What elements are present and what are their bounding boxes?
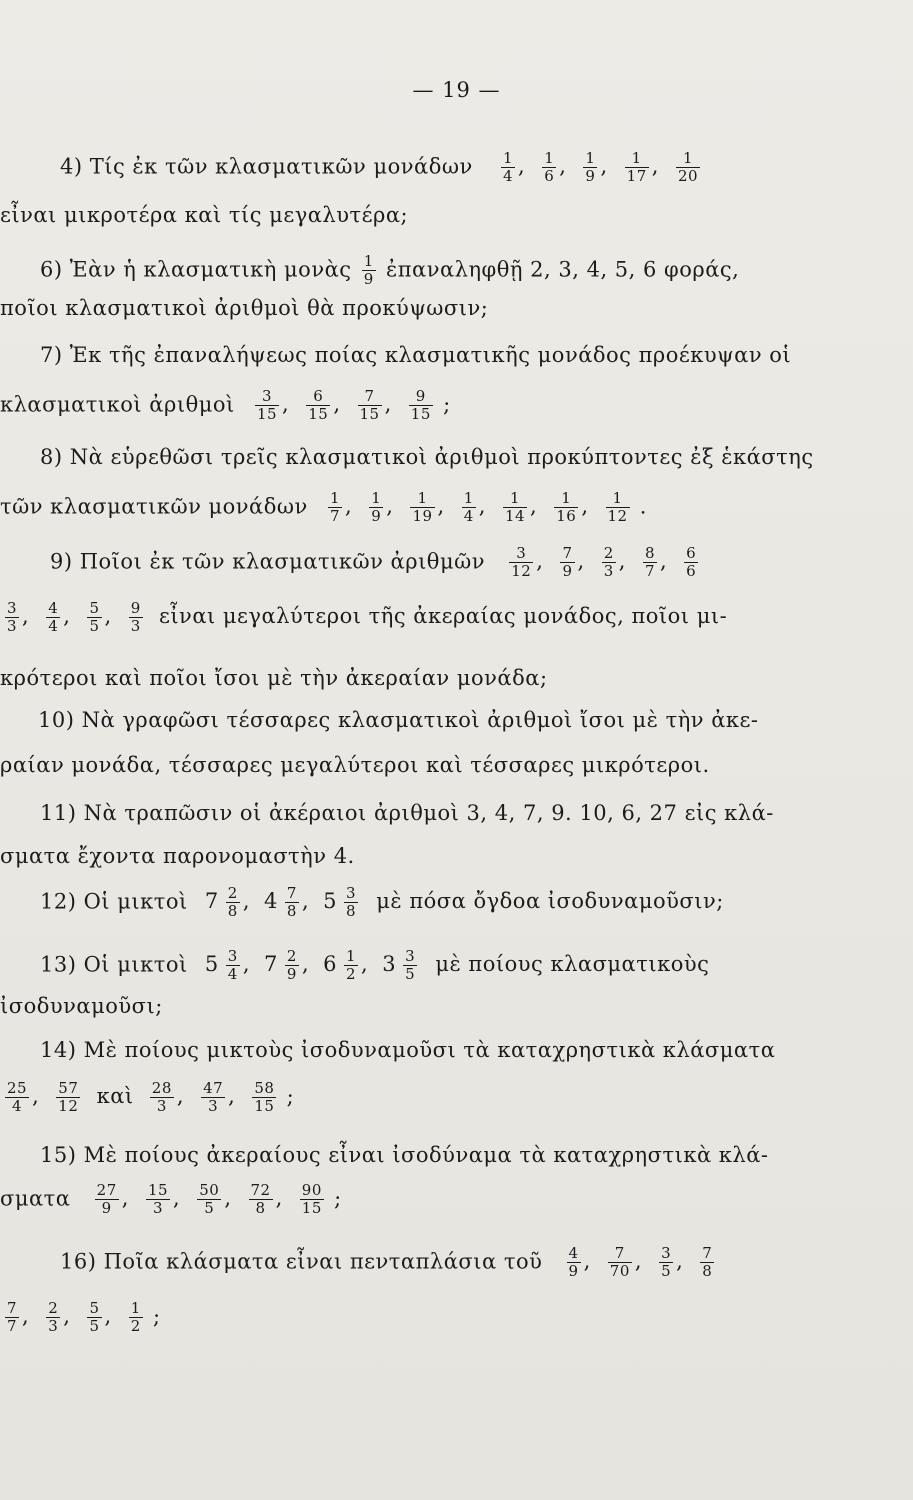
numerator: 3 (7, 599, 18, 617)
comma-separator: , (22, 604, 30, 629)
numerator: 2 (286, 947, 297, 965)
fraction (5, 1080, 29, 1116)
q6-line1 (40, 253, 739, 289)
q13-line1 (40, 948, 709, 984)
denominator: 12 (511, 562, 532, 581)
fraction (5, 600, 19, 636)
numerator: 6 (306, 388, 330, 406)
q15-end: ; (334, 1186, 342, 1211)
denominator: 8 (227, 902, 238, 921)
denominator: 9 (568, 1262, 579, 1281)
numerator: 7 (286, 884, 297, 902)
denominator: 3 (130, 617, 141, 636)
denominator: 3 (156, 1097, 167, 1116)
denominator: 8 (346, 902, 357, 921)
denominator: 3 (7, 617, 18, 636)
numerator: 9 (409, 388, 433, 406)
q9-line3: κρότεροι καὶ ποῖοι ἴσοι μὲ τὴν ἀκεραίαν μονάδα; (0, 666, 548, 690)
numerator: 1 (502, 149, 513, 167)
numerator: 3 (405, 947, 416, 965)
numerator: 47 (203, 1079, 224, 1097)
comma-separator: , (104, 604, 112, 629)
comma-separator: , (242, 889, 251, 914)
fraction (606, 490, 630, 526)
q14-end: ; (286, 1084, 295, 1109)
q13-text-b: μὲ ποίους κλασματικοὺς (435, 952, 710, 977)
denominator: 4 (463, 507, 474, 526)
comma-separator: , (581, 494, 589, 519)
comma-separator: , (224, 1186, 232, 1211)
numerator: 1 (329, 489, 341, 507)
denominator: 5 (204, 1199, 215, 1218)
fraction (560, 545, 574, 581)
numerator: 2 (603, 544, 614, 562)
numerator: 1 (410, 490, 434, 508)
fraction (5, 1300, 19, 1336)
denominator: 7 (329, 507, 341, 526)
fraction (129, 1300, 143, 1336)
q14-line2 (2, 1080, 294, 1116)
q7-fractions (252, 387, 436, 424)
fraction (608, 1245, 632, 1281)
q15-line1: 15) Μὲ ποίους ἀκεραίους εἶναι ἰσοδύναμα τὰ καταχρηστικὰ κλά- (40, 1143, 769, 1167)
numerator: 6 (686, 544, 697, 562)
comma-separator: , (228, 1084, 236, 1109)
q13-line2: ἰσοδυναμοῦσι; (0, 994, 163, 1018)
numerator: 7 (358, 388, 382, 406)
denominator: 20 (677, 167, 699, 186)
denominator: 15 (359, 405, 380, 424)
q14-fractions-1 (2, 1079, 83, 1116)
q9-fractions-2 (2, 599, 146, 636)
fraction (150, 1080, 174, 1116)
comma-separator: , (32, 1084, 40, 1109)
denominator: 17 (626, 167, 647, 186)
denominator: 8 (286, 902, 297, 921)
comma-separator: , (618, 549, 626, 574)
q9-line2 (2, 600, 727, 636)
numerator: 8 (644, 544, 655, 562)
denominator: 6 (686, 562, 697, 581)
q11-line1: 11) Νὰ τραπῶσιν οἱ ἀκέραιοι ἀριθμοὶ 3, 4, 7, 9. 10, 6, 27 εἰς κλά- (40, 801, 774, 825)
q13-text-a: 13) Οἱ μικτοὶ (40, 952, 188, 977)
comma-separator: , (384, 392, 392, 417)
numerator: 1 (544, 149, 555, 167)
comma-separator: , (275, 1186, 283, 1211)
fraction (95, 1182, 119, 1218)
denominator: 4 (48, 617, 59, 636)
numerator: 1 (463, 489, 474, 507)
mixed-fraction (285, 885, 299, 921)
denominator: 9 (101, 1199, 112, 1218)
numerator: 1 (676, 150, 700, 168)
q10-line2: ραίαν μονάδα, τέσσαρες μεγαλύτεροι καὶ τέσσαρες μικρότεροι. (0, 753, 710, 777)
numerator: 1 (371, 489, 382, 507)
q16-text: 16) Ποῖα κλάσματα εἶναι πενταπλάσια τοῦ (60, 1249, 543, 1274)
denominator: 3 (152, 1199, 163, 1218)
mixed-fraction (344, 948, 358, 984)
q4-line1 (60, 150, 703, 186)
comma-separator: , (651, 154, 659, 179)
q13-mixed-numbers (204, 947, 420, 984)
comma-separator: , (577, 549, 585, 574)
numerator: 25 (7, 1079, 28, 1097)
fraction (328, 490, 342, 526)
comma-separator: , (345, 494, 353, 519)
comma-separator: , (536, 549, 544, 574)
numerator: 4 (48, 599, 59, 617)
numerator: 1 (554, 490, 578, 508)
fraction (542, 150, 556, 186)
fraction (554, 490, 578, 526)
denominator: 15 (301, 1199, 322, 1218)
numerator: 50 (199, 1181, 220, 1199)
fraction (602, 545, 616, 581)
denominator: 15 (256, 405, 278, 424)
q9-text-a: 9) Ποῖοι ἐκ τῶν κλασματικῶν ἀριθμῶν (50, 549, 485, 574)
denominator: 2 (346, 965, 357, 984)
q12-line1 (40, 885, 724, 921)
q7-line1: 7) Ἐκ τῆς ἐπαναλήψεως ποίας κλασματικῆς μονάδος προέκυψαν οἱ (40, 343, 792, 367)
comma-separator: , (242, 952, 251, 977)
fraction (87, 1300, 101, 1336)
comma-separator: , (63, 1304, 71, 1329)
denominator: 15 (254, 1097, 275, 1116)
mixed-whole: 7 (204, 889, 219, 914)
numerator: 5 (89, 1299, 100, 1317)
comma-separator: , (282, 392, 290, 417)
q14-fractions-2 (147, 1079, 280, 1116)
comma-separator: , (478, 494, 486, 519)
numerator: 57 (58, 1079, 79, 1097)
fraction (87, 600, 101, 636)
q8-end: . (639, 494, 647, 519)
fraction (306, 388, 330, 424)
fraction (46, 600, 60, 636)
denominator: 7 (644, 562, 655, 581)
fraction (146, 1182, 170, 1218)
fraction (358, 388, 382, 424)
q7-end: ; (443, 392, 451, 417)
fraction (129, 600, 143, 636)
comma-separator: , (333, 392, 341, 417)
numerator: 2 (48, 1299, 59, 1317)
denominator: 4 (12, 1097, 23, 1116)
q12-mixed-numbers (204, 884, 361, 921)
q6-fraction: $\frac{1}{9}$ (363, 252, 374, 289)
numerator: 15 (147, 1181, 169, 1199)
q14-line1: 14) Μὲ ποίους μικτοὺς ἰσοδυναμοῦσι τὰ καταχρηστικὰ κλάσματα (40, 1038, 776, 1062)
comma-separator: , (63, 604, 71, 629)
fraction (201, 1080, 225, 1116)
comma-separator: , (22, 1304, 30, 1329)
comma-separator: , (518, 154, 526, 179)
q4-line2: εἶναι μικροτέρα καὶ τίς μεγαλυτέρα; (0, 203, 409, 227)
q6-text-a: 6) Ἐὰν ἡ κλασματικὴ μονὰς (40, 257, 352, 282)
numerator: 1 (130, 1299, 141, 1317)
numerator: 3 (255, 388, 279, 406)
comma-separator: , (634, 1249, 643, 1274)
q9-text-b: εἶναι μεγαλύτεροι τῆς ἀκεραίας μονάδος, ποῖοι μι- (158, 604, 728, 629)
fraction (503, 490, 527, 526)
fraction (197, 1182, 221, 1218)
fraction (700, 1245, 714, 1281)
denominator: 14 (504, 507, 526, 526)
denominator: 7 (7, 1317, 18, 1336)
numerator: 72 (250, 1181, 271, 1199)
denominator: 4 (502, 167, 513, 186)
q9-line1 (50, 545, 701, 581)
numerator: 90 (301, 1181, 322, 1199)
q8-line2 (0, 490, 647, 526)
mixed-whole: 7 (264, 952, 278, 977)
q7-text: κλασματικοὶ ἀριθμοὶ (0, 392, 235, 417)
numerator: 28 (151, 1079, 172, 1097)
q16-line1 (60, 1245, 717, 1281)
comma-separator: , (659, 549, 668, 574)
denominator: 16 (556, 507, 577, 526)
denominator: 9 (562, 562, 573, 581)
fraction (509, 545, 533, 581)
numerator: 3 (346, 884, 357, 902)
q7-line2 (0, 388, 451, 424)
q8-fractions (325, 489, 633, 526)
numerator: 1 (503, 490, 527, 508)
denominator: 4 (227, 965, 238, 984)
q6-text-b: ἐπαναληφθῇ 2, 3, 4, 5, 6 φοράς, (385, 257, 740, 282)
numerator: 5 (89, 599, 100, 617)
fraction (409, 388, 433, 424)
denominator: 3 (208, 1097, 219, 1116)
comma-separator: , (104, 1304, 112, 1329)
numerator: 58 (254, 1079, 275, 1097)
q12-text-b: μὲ πόσα ὄγδοα ἰσοδυναμοῦσιν; (376, 889, 724, 914)
comma-separator: , (583, 1249, 591, 1274)
q15-fractions (92, 1181, 327, 1218)
denominator: 9 (585, 167, 596, 186)
q16-fractions-2 (2, 1299, 146, 1336)
denominator: 5 (89, 1317, 100, 1336)
numerator: 27 (96, 1181, 117, 1199)
denominator: 12 (58, 1097, 79, 1116)
fraction (300, 1182, 324, 1218)
q16-fractions-1 (564, 1244, 718, 1281)
q11-line2: σματα ἔχοντα παρονομαστὴν 4. (0, 844, 355, 868)
denominator: 2 (130, 1317, 141, 1336)
numerator: 7 (702, 1244, 713, 1262)
mixed-whole: 4 (264, 889, 278, 914)
comma-separator: , (600, 154, 608, 179)
q12-text-a: 12) Οἱ μικτοὶ (40, 889, 188, 914)
q15-text: σματα (0, 1186, 71, 1211)
fraction (684, 545, 698, 581)
comma-separator: , (121, 1186, 129, 1211)
denominator: 19 (412, 507, 433, 526)
page-number: — 19 — (412, 78, 501, 102)
comma-separator: , (176, 1084, 185, 1109)
numerator: 3 (661, 1244, 672, 1262)
fraction (625, 150, 649, 186)
fraction (659, 1245, 673, 1281)
mixed-whole: 5 (323, 889, 337, 914)
denominator: 8 (255, 1199, 266, 1218)
q10-line1: 10) Νὰ γραφῶσι τέσσαρες κλασματικοὶ ἀριθμοὶ ἴσοι μὲ τὴν ἀκε- (38, 708, 759, 732)
fraction (501, 150, 515, 186)
fraction (567, 1245, 581, 1281)
denominator: 3 (603, 562, 614, 581)
mixed-whole: 3 (382, 952, 397, 977)
q16-end: ; (152, 1304, 161, 1329)
q4-text: 4) Τίς ἐκ τῶν κλασματικῶν μονάδων (60, 154, 473, 179)
numerator: 7 (562, 544, 573, 562)
numerator: 1 (585, 149, 596, 167)
comma-separator: , (361, 952, 369, 977)
mixed-whole: 6 (323, 952, 337, 977)
numerator: 1 (625, 150, 649, 168)
comma-separator: , (173, 1186, 181, 1211)
comma-separator: , (437, 494, 445, 519)
mixed-fraction (285, 948, 299, 984)
fraction (252, 1080, 276, 1116)
denominator: 3 (48, 1317, 59, 1336)
fraction (255, 388, 279, 424)
comma-separator: , (301, 952, 310, 977)
fraction (46, 1300, 60, 1336)
comma-separator: , (301, 889, 310, 914)
denominator: 6 (544, 167, 555, 186)
fraction (410, 490, 434, 526)
denominator: 9 (371, 507, 382, 526)
mixed-fraction (226, 948, 240, 984)
denominator: 5 (661, 1262, 672, 1281)
mixed-whole: 5 (204, 952, 219, 977)
denominator: 5 (405, 965, 416, 984)
fraction (676, 150, 700, 186)
q14-kai: καὶ (96, 1084, 134, 1109)
q9-fractions-1 (506, 544, 701, 581)
denominator: 8 (702, 1262, 713, 1281)
comma-separator: , (530, 494, 538, 519)
fraction (462, 490, 476, 526)
mixed-fraction (226, 885, 240, 921)
mixed-fraction (403, 948, 417, 984)
denominator: 15 (410, 405, 431, 424)
numerator: 7 (608, 1245, 632, 1263)
denominator: 15 (308, 405, 329, 424)
denominator: 12 (607, 507, 628, 526)
numerator: 3 (227, 947, 238, 965)
q6-line2: ποῖοι κλασματικοὶ ἀριθμοὶ θὰ προκύψωσιν; (0, 296, 489, 320)
numerator: 9 (130, 599, 141, 617)
comma-separator: , (559, 154, 567, 179)
comma-separator: , (386, 494, 394, 519)
denominator: 5 (89, 617, 100, 636)
numerator: 3 (509, 545, 533, 563)
denominator: 9 (286, 965, 297, 984)
fraction (56, 1080, 80, 1116)
numerator: 1 (346, 947, 357, 965)
fraction (583, 150, 597, 186)
denominator: 70 (609, 1262, 630, 1281)
fraction (369, 490, 383, 526)
q15-line2 (0, 1182, 342, 1218)
comma-separator: , (676, 1249, 684, 1274)
mixed-fraction (344, 885, 358, 921)
fraction (643, 545, 657, 581)
q8-text: τῶν κλασματικῶν μονάδων (0, 494, 308, 519)
numerator: 7 (7, 1299, 18, 1317)
q16-line2 (2, 1300, 161, 1336)
numerator: 1 (606, 490, 630, 508)
numerator: 2 (227, 884, 238, 902)
numerator: 4 (568, 1244, 579, 1262)
q4-fractions (498, 149, 703, 186)
fraction (249, 1182, 273, 1218)
q8-line1: 8) Νὰ εὑρεθῶσι τρεῖς κλασματικοὶ ἀριθμοὶ προκύπτοντες ἐξ ἑκάστης (40, 445, 814, 469)
